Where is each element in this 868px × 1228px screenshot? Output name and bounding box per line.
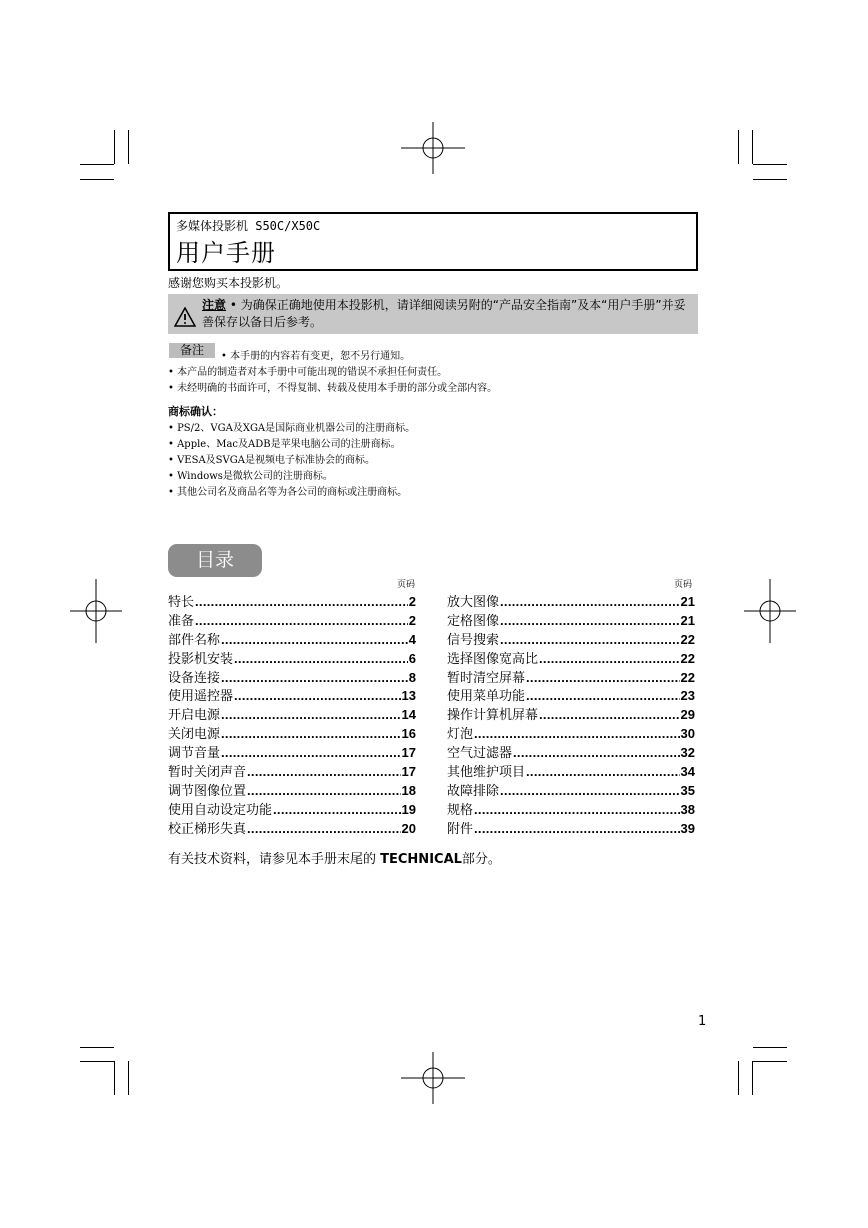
toc-entry[interactable] — [447, 704, 695, 723]
toc-entry-page: 34 — [680, 764, 695, 780]
page-column-label: 页码 — [674, 580, 693, 590]
toc-entry-title: 信号搜索 — [447, 631, 500, 647]
toc-entry[interactable] — [447, 818, 695, 837]
trademark-item: • 其他公司名及商品名等为各公司的商标或注册商标。 — [168, 487, 408, 498]
toc-leader-dots — [500, 594, 680, 609]
crop-mark — [128, 130, 129, 164]
toc-entry[interactable] — [168, 780, 416, 799]
toc-leader-dots — [221, 632, 408, 647]
crop-mark — [128, 1061, 129, 1095]
note-label: 备注 — [169, 343, 215, 358]
toc-entry-page: 21 — [680, 612, 695, 628]
crop-mark — [114, 130, 115, 164]
toc-right-column — [447, 591, 695, 837]
toc-entry[interactable] — [447, 629, 695, 648]
toc-entry-page: 20 — [401, 820, 416, 836]
toc-entry-page: 16 — [401, 726, 416, 742]
crop-mark — [80, 1047, 114, 1048]
toc-entry-title: 使用菜单功能 — [447, 688, 526, 704]
toc-entry-page: 17 — [401, 764, 416, 780]
crop-mark — [738, 130, 739, 164]
toc-entry-page: 22 — [680, 669, 695, 685]
toc-entry-title: 暂时关闭声音 — [168, 764, 247, 780]
technical-note — [168, 848, 501, 867]
toc-entry-title: 暂时清空屏幕 — [447, 669, 526, 685]
crop-mark — [752, 1061, 753, 1095]
toc-entry-title: 附件 — [447, 820, 474, 836]
toc-entry[interactable] — [168, 610, 416, 629]
toc-entry[interactable] — [168, 685, 416, 704]
toc-entry[interactable] — [168, 799, 416, 818]
toc-entry[interactable] — [168, 648, 416, 667]
technical-note-before: 有关技术资料，请参见本手册末尾的 — [168, 852, 381, 867]
toc-entry[interactable] — [168, 629, 416, 648]
caution-box — [168, 294, 698, 334]
crop-mark — [753, 179, 787, 180]
toc-entry-page: 38 — [680, 801, 695, 817]
toc-entry-page: 6 — [408, 650, 416, 666]
toc-entry-page: 2 — [408, 594, 416, 609]
toc-leader-dots — [526, 670, 680, 685]
toc-entry[interactable] — [447, 799, 695, 818]
toc-entry-title: 校正梯形失真 — [168, 820, 247, 836]
toc-entry-page: 18 — [401, 782, 416, 798]
toc-entry-page: 35 — [680, 782, 695, 798]
title-box — [168, 212, 698, 271]
page-column-label: 页码 — [397, 580, 416, 590]
toc-leader-dots — [474, 802, 680, 817]
toc-entry-title: 调节音量 — [168, 745, 221, 761]
document-title: 用户手册 — [176, 239, 276, 267]
toc-entry-title: 使用自动设定功能 — [168, 801, 273, 817]
note-item: • 本产品的制造者对本手册中可能出现的错误不承担任何责任。 — [168, 367, 448, 378]
crop-mark — [80, 164, 114, 165]
toc-leader-dots — [539, 707, 680, 722]
toc-entry-page: 32 — [680, 745, 695, 761]
toc-entry-page: 39 — [680, 820, 695, 836]
trademark-item: • Windows是微软公司的注册商标。 — [168, 471, 333, 482]
warning-icon — [174, 307, 196, 327]
toc-leader-dots — [539, 651, 680, 666]
toc-entry-title: 关闭电源 — [168, 726, 221, 742]
toc-leader-dots — [500, 632, 680, 647]
trademark-item: • PS/2、VGA及XGA是国际商业机器公司的注册商标。 — [168, 423, 416, 434]
toc-leader-dots — [234, 688, 401, 703]
toc-entry-page: 4 — [408, 631, 416, 647]
toc-entry-title: 故障排除 — [447, 782, 500, 798]
toc-entry[interactable] — [447, 667, 695, 686]
toc-leader-dots — [195, 613, 408, 628]
toc-leader-dots — [247, 821, 401, 836]
toc-entry-page: 2 — [408, 612, 416, 628]
toc-entry[interactable] — [168, 742, 416, 761]
toc-entry-title: 设备连接 — [168, 669, 221, 685]
toc-entry-page: 8 — [408, 669, 416, 685]
toc-entry-page: 17 — [401, 745, 416, 761]
toc-entry-title: 操作计算机屏幕 — [447, 707, 539, 723]
registration-mark — [401, 1046, 465, 1110]
trademark-item: • Apple、Mac及ADB是苹果电脑公司的注册商标。 — [168, 439, 401, 450]
toc-leader-dots — [247, 783, 401, 798]
technical-note-after: 部分。 — [461, 852, 501, 867]
caution-label: 注意 — [202, 298, 227, 312]
toc-entry-page: 22 — [680, 650, 695, 666]
toc-entry[interactable] — [168, 818, 416, 837]
registration-mark — [738, 579, 802, 643]
crop-mark — [80, 179, 114, 180]
toc-entry[interactable] — [168, 761, 416, 780]
toc-entry-page: 14 — [401, 707, 416, 723]
crop-mark — [752, 130, 753, 164]
toc-entry-title: 投影机安装 — [168, 650, 234, 666]
toc-entry-title: 定格图像 — [447, 612, 500, 628]
note-item: • 未经明确的书面许可，不得复制、转载及使用本手册的部分或全部内容。 — [168, 383, 498, 394]
crop-mark — [738, 1061, 739, 1095]
toc-leader-dots — [273, 802, 401, 817]
toc-entry[interactable] — [447, 761, 695, 780]
toc-entry-page: 29 — [680, 707, 695, 723]
toc-leader-dots — [526, 688, 680, 703]
toc-leader-dots — [513, 745, 680, 760]
toc-leader-dots — [221, 670, 408, 685]
toc-entry-title: 选择图像宽高比 — [447, 650, 539, 666]
toc-entry[interactable] — [447, 780, 695, 799]
toc-entry-title: 使用遥控器 — [168, 688, 234, 704]
toc-leader-dots — [221, 726, 401, 741]
toc-entry[interactable] — [447, 685, 695, 704]
toc-entry-page: 19 — [401, 801, 416, 817]
toc-leader-dots — [195, 594, 408, 609]
toc-entry-title: 调节图像位置 — [168, 782, 247, 798]
crop-mark — [80, 1061, 114, 1062]
registration-mark — [64, 579, 128, 643]
trademarks-heading: 商标确认： — [168, 405, 223, 418]
toc-title: 目录 — [168, 544, 262, 577]
toc-leader-dots — [526, 764, 680, 779]
crop-mark — [753, 1061, 787, 1062]
toc-leader-dots — [474, 821, 680, 836]
toc-leader-dots — [221, 707, 401, 722]
toc-entry-page: 30 — [680, 726, 695, 742]
note-item: • 本手册的内容若有变更，恕不另行通知。 — [221, 351, 411, 362]
thanks-text: 感谢您购买本投影机。 — [168, 276, 289, 290]
toc-leader-dots — [247, 764, 401, 779]
toc-entry-page: 13 — [401, 688, 416, 704]
toc-left-column — [168, 591, 416, 837]
crop-mark — [753, 1047, 787, 1048]
caution-body: • 为确保正确地使用本投影机，请详细阅读另附的“产品安全指南”及本“用户手册”并妥善保存以备日后参考。 — [202, 298, 686, 329]
toc-entry-title: 空气过滤器 — [447, 745, 513, 761]
trademark-item: • VESA及SVGA是视频电子标准协会的商标。 — [168, 455, 375, 466]
toc-entry[interactable] — [168, 667, 416, 686]
toc-entry-title: 准备 — [168, 612, 195, 628]
toc-entry-page: 21 — [680, 594, 695, 609]
toc-entry-title: 部件名称 — [168, 631, 221, 647]
toc-entry[interactable] — [447, 742, 695, 761]
toc-leader-dots — [474, 726, 680, 741]
toc-entry-title: 灯泡 — [447, 726, 474, 742]
toc-entry-title: 特长 — [168, 594, 195, 609]
toc-leader-dots — [500, 783, 680, 798]
toc-entry-title: 放大图像 — [447, 594, 500, 609]
toc-entry[interactable] — [447, 610, 695, 629]
toc-entry-page: 22 — [680, 631, 695, 647]
product-line: 多媒体投影机 S50C/X50C — [176, 219, 321, 233]
toc-entry-title: 开启电源 — [168, 707, 221, 723]
toc-entry-page: 23 — [680, 688, 695, 704]
caution-text — [202, 297, 692, 331]
crop-mark — [114, 1061, 115, 1095]
toc-leader-dots — [500, 613, 680, 628]
toc-entry-title: 其他维护项目 — [447, 764, 526, 780]
toc-entry[interactable] — [447, 723, 695, 742]
toc-leader-dots — [221, 745, 401, 760]
toc-entry[interactable] — [447, 648, 695, 667]
toc-entry-title: 规格 — [447, 801, 474, 817]
crop-mark — [753, 164, 787, 165]
page-number: 1 — [698, 1014, 707, 1029]
registration-mark — [401, 116, 465, 180]
toc-entry[interactable] — [168, 591, 416, 610]
technical-note-bold: TECHNICAL — [380, 852, 462, 867]
toc-leader-dots — [234, 651, 408, 666]
toc-entry[interactable] — [447, 591, 695, 610]
toc-entry[interactable] — [168, 704, 416, 723]
toc-entry[interactable] — [168, 723, 416, 742]
